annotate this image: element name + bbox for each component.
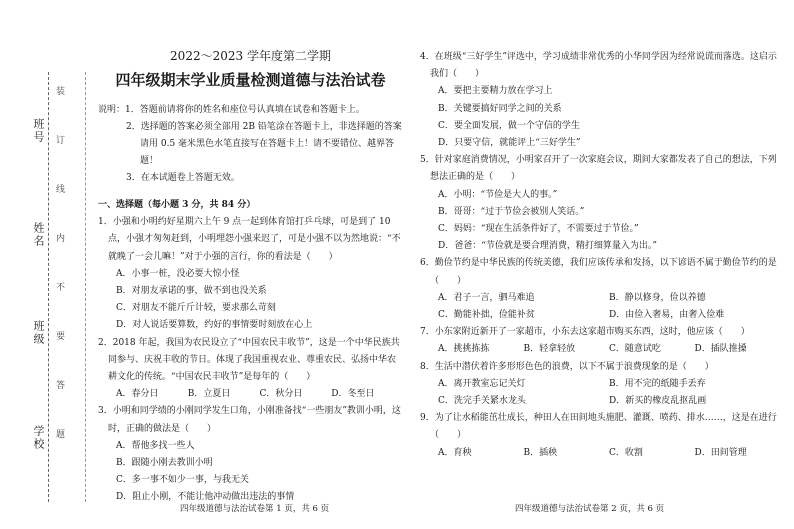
question-5 — [420, 152, 780, 255]
option: D．只要守信，就能评上“三好学生” — [438, 138, 581, 149]
option-row — [98, 386, 403, 403]
option: D．插队推搡 — [694, 344, 747, 355]
question-stem: 1．小强和小明约好星期六上午 9 点一起到体育馆打乒乓球，可是到了 10 点，小强才匆匆赶到，小明埋怨小强来迟了，可是小强不以为然地说：“不就晚了一会儿嘛！”对于小强的言行，你的看法是（ ） — [98, 217, 401, 262]
option: B．对朋友承诺的事，做不到也没关系 — [116, 286, 267, 297]
option: C．秋分日 — [259, 389, 303, 400]
question-stem: 7．小东家附近新开了一家超市，小东去这家超市购买东西，这时，他应该（ ） — [420, 327, 750, 338]
option: C．妈妈：“现在生活条件好了，不需要过于节俭。” — [438, 224, 639, 235]
option: D．冬至日 — [331, 389, 375, 400]
option: D．新买的橡皮乱抠乱画 — [609, 396, 707, 407]
seal-word: 装 — [56, 87, 66, 97]
label-class-no: 班号 — [32, 118, 45, 144]
seal-word: 不 — [56, 283, 66, 293]
question-3 — [98, 403, 403, 506]
exam-title: 四年级期末学业质量检测道德与法治试卷 — [115, 71, 386, 89]
question-stem: 3．小明和同学绩的小刚同学发生口角，小刚准备找“一些朋友”教训小明，这时，正确的做法是（ ） — [98, 406, 401, 434]
instructions-label: 说明： — [98, 105, 126, 115]
seal-word: 内 — [56, 234, 66, 244]
question-stem: 9．为了让水稻能茁壮成长，种田人在田间地头施肥、灌溉、喷药、排水……，这是在进行（ ） — [420, 413, 777, 441]
question-6 — [420, 255, 780, 324]
option-row — [420, 376, 780, 393]
option: B．轻拿轻放 — [523, 344, 576, 355]
page-1-column — [98, 0, 403, 507]
question-7 — [420, 324, 780, 358]
option: B．哥哥：“过于节俭会被别人笑话。” — [438, 206, 585, 217]
page-2-column — [420, 0, 780, 462]
exam-year: 2022～2023 学年度第二学期 — [170, 49, 331, 63]
option: B．用不完的纸随手丢弃 — [609, 378, 706, 389]
option: D．田间管理 — [694, 447, 747, 458]
question-8 — [420, 359, 780, 411]
option: D．由俭入奢易，由奢入俭难 — [609, 310, 725, 321]
option: C．收割 — [609, 447, 643, 458]
seal-word: 要 — [56, 332, 66, 342]
option: B．插秧 — [523, 447, 558, 458]
page-footer-2: 四年级道德与法治试卷第 2 页，共 6 页 — [515, 504, 665, 514]
question-stem: 8．生活中潜伏着许多形形色色的浪费，以下不属于浪费现象的是（ ） — [420, 361, 714, 372]
section-heading: 一、选择题（每小题 3 分，共 84 分） — [98, 200, 256, 210]
option-row — [420, 290, 780, 307]
option: A．要把主要精力放在学习上 — [438, 86, 553, 97]
option: B．静以修身，俭以养德 — [609, 292, 706, 303]
question-stem: 5．针对家庭消费情况，小明家召开了一次家庭会议，期间大家都发表了自己的想法，下列想法正确的是（ ） — [420, 155, 777, 183]
option: A．育秧 — [438, 447, 472, 458]
label-school: 学校 — [32, 425, 45, 451]
option: D．阻止小刚，不能让他冲动做出违法的事情 — [116, 492, 295, 503]
option: A．小事一桩，没必要大惊小怪 — [116, 268, 240, 279]
seal-word: 答 — [56, 381, 66, 391]
label-class: 班级 — [32, 320, 45, 346]
option: C．勤能补拙，俭能补贫 — [438, 310, 535, 321]
option: A．小明：“节俭是大人的事。” — [438, 189, 558, 200]
option: B．跟随小刚去教训小明 — [116, 458, 213, 469]
seal-word: 题 — [56, 430, 66, 440]
option: C．对朋友不能斤斤计较，要求那么苛刻 — [116, 303, 276, 314]
seal-line — [48, 72, 49, 502]
option-row — [420, 341, 780, 358]
option: D．对人说话要算数，约好的事情要时刻放在心上 — [116, 320, 313, 331]
question-2 — [98, 335, 403, 404]
option: A．挑挑拣拣 — [438, 344, 490, 355]
question-9 — [420, 410, 780, 462]
option-row — [420, 307, 780, 324]
option: A．君子一言，驷马难追 — [438, 292, 535, 303]
option: A．离开教室忘记关灯 — [438, 378, 526, 389]
cut-line — [85, 72, 86, 502]
option: D．爸爸：“节俭就是要合理消费，精打细算量入为出。” — [438, 241, 657, 252]
question-stem: 4．在班级“三好学生”评选中，学习成绩非常优秀的小华同学因为经常说谎而落选。这启示我们（ ） — [420, 52, 777, 80]
option: A．帮他多找一些人 — [116, 440, 195, 451]
seal-word: 线 — [56, 185, 66, 195]
instruction-1: 说明：1．答题前请将你的姓名和座位号认真填在试卷和答题卡上。 — [98, 105, 365, 115]
binding-margin — [0, 0, 90, 529]
question-stem: 2．2018 年起，我国为农民设立了“中国农民丰收节”，这是一个中华民族共同参与、庆祝丰收的节日。体现了我国重视农业、尊重农民、弘扬中华农耕文化的传统。“中国农民丰收节”是每年的（ ） — [98, 337, 400, 383]
option: A．春分日 — [116, 389, 159, 400]
option: C．随意试吃 — [609, 344, 661, 355]
question-1 — [98, 214, 403, 334]
page-footer-1: 四年级道德与法治试卷第 1 页，共 6 页 — [180, 504, 330, 514]
option-row — [420, 393, 780, 410]
option: C．多一事不如少一事，与我无关 — [116, 475, 249, 486]
option: B．立夏日 — [187, 389, 231, 400]
option: C．要全面发展，做一个守信的学生 — [438, 120, 580, 131]
option-row — [420, 445, 780, 462]
instructions — [98, 102, 403, 187]
option: C．洗完手关紧水龙头 — [438, 396, 526, 407]
question-stem: 6．勤俭节约是中华民族的传统美德，我们应该传承和发扬，以下谚语不属于勤俭节约的是（ ） — [420, 258, 777, 286]
seal-word: 订 — [56, 136, 66, 146]
label-name: 姓名 — [32, 222, 45, 248]
option: B．关键要搞好同学之间的关系 — [438, 103, 562, 114]
instruction-2: 2．选择题的答案必须全部用 2B 铅笔涂在答题卡上，非选择题的答案请用 0.5 毫米黑色水笔直接写在答题卡上！请不要错位、越界答题！ — [126, 122, 402, 166]
instruction-3: 3．在本试题卷上答题无效。 — [126, 173, 240, 183]
question-4 — [420, 49, 780, 152]
